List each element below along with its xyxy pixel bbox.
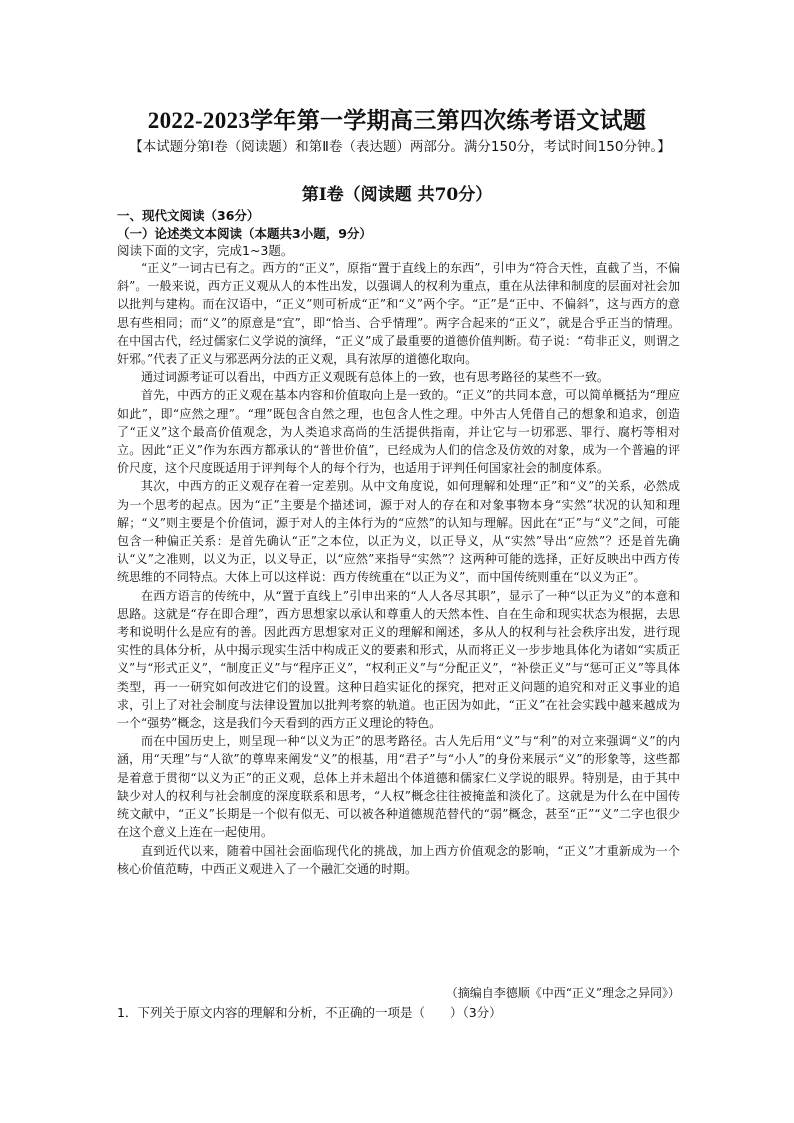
article-paragraph: 直到近代以来，随着中国社会面临现代化的挑战，加上西方价值观念的影响，“正义”才重新成为一个核心价值范畴，中西正义观进入了一个融汇交通的时期。 (117, 843, 680, 876)
section-heading: 一、现代文阅读（36分） (117, 208, 260, 223)
article-paragraph: 其次，中西方的正义观存在着一定差别。从中文角度说，如何理解和处理“正”和“义”的关系，必然成为一个思考的起点。因为“正”主要是个描述词，源于对人的存在和对象事物本身“实然”状况的认知和理解；“义”则主要是个价值词，源于对人的主体行为的“应然”的认知与理解。因此在“正”与“义”之间，可能包含一种偏正关系：是首先确认“正”之本位，以正为义，以正导义，从“实然”导出“应然”？还是首先确认“义”之准则，以义为正，以义导正，以“应然”来指导“实然”？这两种可能的选择，正好反映出中西方传统思维的不同特点。大体上可以这样说：西方传统重在“以正为义”，而中国传统则重在“以义为正”。 (117, 479, 680, 585)
reading-instruction: 阅读下面的文字，完成1~3题。 (117, 243, 294, 258)
exam-title: 2022-2023学年第一学期高三第四次练考语文试题 (147, 108, 647, 133)
article-paragraph: 而在中国历史上，则呈现一种“以义为正”的思考路径。古人先后用“义”与“利”的对立来强调“义”的内涵，用“天理”与“人欲”的尊卑来阐发“义”的根基，用“君子”与“小人”的身份来展示“义”的形象等，这些都是着意于贯彻“以义为正”的正义观，总体上并未超出个体道德和儒家仁义学说的眼界。特别是，由于其中缺少对人的权利与社会制度的深度联系和思考，“人权”概念往往被掩盖和淡化了。这就是为什么在中国传统文献中，“正义”长期是一个似有似无、可以被各种道德规范替代的“弱”概念，甚至“正”“义”二字也很少在这个意义上连在一起使用。 (117, 734, 680, 840)
exam-instructions: 【本试题分第Ⅰ卷（阅读题）和第Ⅱ卷（表达题）两部分。满分150分，考试时间150分钟。】 (129, 139, 671, 155)
article-paragraph: “正义”一词古已有之。西方的“正义”，原指“置于直线上的东西”，引申为“符合天性，直截了当，不偏斜”。一般来说，西方正义观从人的本性出发，以强调人的权利为重点，重在从法律和制度的层面对社会加以批判与建构。而在汉语中，“正义”则可析成“正”和“义”两个字。“正”是“正中、不偏斜”，这与西方的意思有些相同；而“义”的原意是“宜”，即“恰当、合乎情理”。两字合起来的“正义”，就是合乎正当的情理。在中国古代，经过儒家仁义学说的演绎，“正义”成了最重要的道德价值判断。荀子说：“苟非正义，则谓之奸邪。”代表了正义与邪恶两分法的正义观，具有浓厚的道德化取向。 (117, 261, 680, 367)
article-source: （摘编自李德顺《中西“正义”理念之异同》） (445, 986, 680, 1000)
article-body (117, 259, 680, 878)
part-title: 第Ⅰ卷（阅读题 共70分） (301, 185, 493, 205)
section-subheading: （一）论述类文本阅读（本题共3小题，9分） (117, 226, 372, 241)
article-paragraph: 在西方语言的传统中，从“置于直线上”引申出来的“人人各尽其职”，显示了一种“以正为义”的本意和思路。这就是“存在即合理”，西方思想家以承认和尊重人的天然本性、自在生命和现实状态为根据，去思考和说明什么是应有的善。因此西方思想家对正义的理解和阐述，多从人的权利与社会秩序出发，进行现实性的具体分析，从中揭示现实生活中构成正义的要素和形式，从而将正义一步步地具体化为诸如“实质正义”与“形式正义”，“制度正义”与“程序正义”，“权利正义”与“分配正义”，“补偿正义”与“惩可正义”等具体类型，再一一研究如何改进它们的设置。这种日趋实证化的探究，把对正义问题的追究和对正义事业的追求，引上了对社会制度与法律设置加以批判考察的轨道。也正因为如此，“正义”在社会实践中越来越成为一个“强势”概念，这是我们今天看到的西方正义理论的特色。 (117, 588, 680, 731)
article-paragraph: 通过词源考证可以看出，中西方正义观既有总体上的一致，也有思考路径的某些不一致。 (141, 370, 610, 385)
question-1: 1．下列关于原文内容的理解和分析，不正确的一项是（ ）（3分） (117, 1005, 502, 1020)
article-paragraph: 首先，中西方的正义观在基本内容和价值取向上是一致的。“正义”的共同本意，可以简单概括为“理应如此”，即“应然之理”。“理”既包含自然之理，也包含人性之理。中外古人凭借自己的想象和追求，创造了“正义”这个最高价值观念，为人类追求高尚的生活提供指南，并让它与一切邪恶、罪行、腐朽等相对立。因此“正义”作为东西方都承认的“普世价值”，已经成为人们的信念及仿效的对象，成为一个普遍的评价尺度，这个尺度既适用于评判每个人的每个行为，也适用于评判任何国家社会的制度体系。 (117, 388, 680, 476)
